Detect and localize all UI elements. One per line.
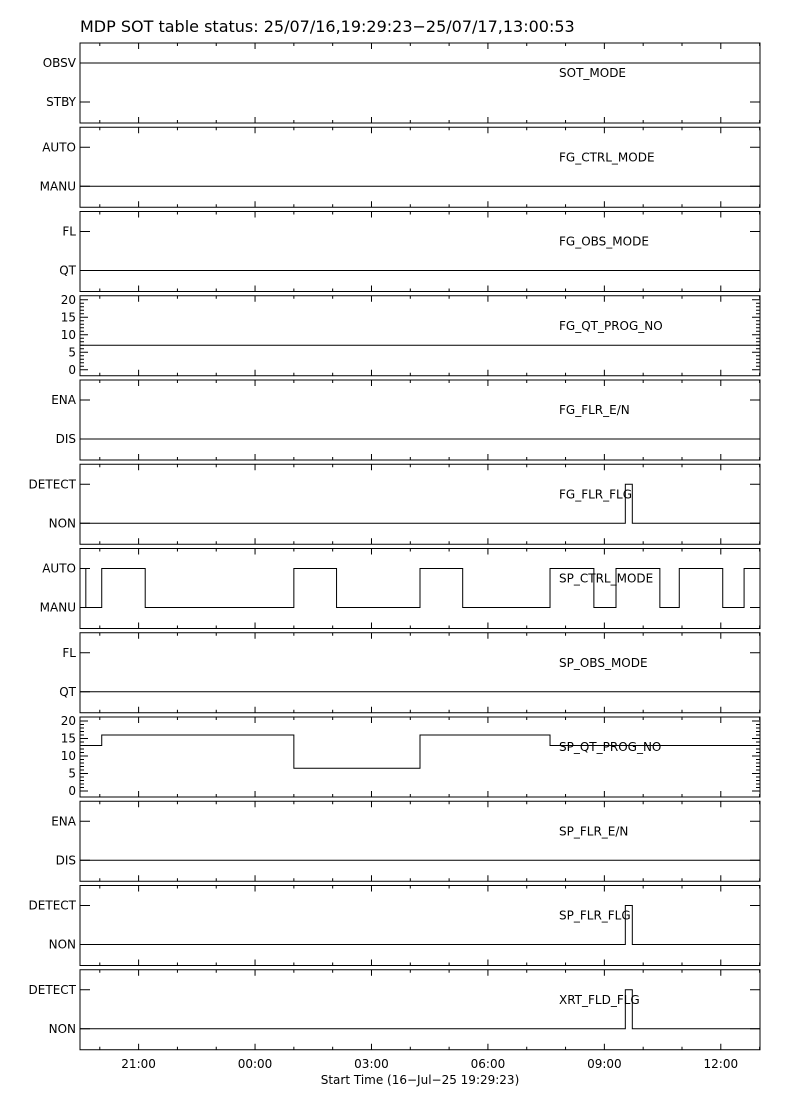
x-tick-label: 09:00 (587, 1057, 622, 1071)
y-label-low: MANU (39, 600, 76, 615)
panel-group (29, 43, 760, 1050)
y-label-high: AUTO (42, 140, 76, 155)
y-tick-label: 20 (60, 714, 76, 728)
y-label-high: ENA (51, 814, 76, 829)
panel-frame (80, 886, 760, 966)
panel-fg-flr-flg (29, 464, 760, 544)
x-tick-label: 00:00 (237, 1057, 273, 1071)
panel-x-ticks (100, 464, 760, 544)
panel-frame (80, 801, 760, 881)
panel-x-ticks (100, 717, 760, 797)
panel-sp-flr-e-n (51, 801, 760, 881)
panel-label-fg-obs-mode: FG_OBS_MODE (559, 234, 649, 249)
x-tick-label: 03:00 (354, 1057, 389, 1071)
panel-sp-qt-prog-no (61, 714, 760, 798)
panel-label-xrt-fld-flg: XRT_FLD_FLG (559, 992, 640, 1007)
panel-frame (80, 464, 760, 544)
x-tick-label: 21:00 (121, 1057, 156, 1071)
panel-label-sot-mode: SOT_MODE (559, 66, 627, 80)
y-label-high: OBSV (42, 56, 76, 70)
y-tick-label: 10 (60, 327, 76, 342)
y-label-high: FL (62, 224, 76, 239)
y-label-low: DIS (55, 432, 76, 446)
panel-sp-obs-mode (59, 633, 760, 713)
y-tick-label: 10 (60, 749, 76, 763)
panel-frame (80, 633, 760, 713)
series-line-xrt-fld-flg (80, 990, 760, 1029)
y-label-high: FL (62, 645, 76, 660)
panel-label-fg-ctrl-mode: FG_CTRL_MODE (559, 150, 655, 165)
panel-x-ticks (100, 127, 760, 207)
y-label-low: DIS (55, 853, 76, 868)
y-label-low: QT (59, 684, 76, 699)
panel-x-ticks (100, 801, 760, 881)
y-tick-label: 0 (68, 784, 76, 798)
series-line-sp-ctrl-mode (80, 569, 760, 608)
series-line-sp-flr-flg (80, 906, 760, 945)
panel-x-ticks (100, 886, 760, 966)
panel-x-ticks (100, 633, 760, 713)
panel-x-ticks (100, 549, 760, 629)
y-label-high: DETECT (28, 982, 76, 997)
y-tick-label: 5 (68, 766, 76, 781)
x-tick-label: 06:00 (470, 1057, 506, 1071)
y-label-high: DETECT (28, 477, 76, 492)
series-line-fg-flr-flg (80, 484, 760, 523)
panel-label-fg-flr-e-n: FG_FLR_E/N (559, 403, 630, 417)
panel-label-sp-qt-prog-no: SP_QT_PROG_NO (559, 740, 662, 754)
panel-fg-obs-mode (59, 212, 760, 292)
panel-label-fg-flr-flg: FG_FLR_FLG (559, 487, 633, 502)
y-label-low: STBY (46, 95, 76, 109)
time-axis (121, 1057, 738, 1071)
panel-x-ticks (100, 380, 760, 460)
panel-x-ticks (100, 43, 760, 123)
y-label-high: DETECT (28, 898, 76, 913)
panel-label-sp-flr-e-n: SP_FLR_E/N (559, 824, 629, 839)
chart-title: MDP SOT table status: 25/07/16,19:29:23−25/07/17,13:00:53 (80, 17, 575, 36)
panel-frame (80, 212, 760, 292)
y-tick-label: 15 (60, 310, 76, 325)
y-label-high: ENA (51, 393, 76, 407)
panel-x-ticks (100, 970, 760, 1050)
panel-fg-flr-e-n (51, 380, 760, 460)
y-label-low: NON (48, 516, 76, 531)
panel-sp-flr-flg (29, 886, 760, 966)
y-label-low: MANU (39, 179, 76, 194)
panel-fg-ctrl-mode (40, 127, 760, 207)
y-label-high: AUTO (42, 561, 76, 576)
panel-sot-mode (43, 43, 760, 123)
y-label-low: NON (48, 1021, 76, 1036)
y-tick-label: 15 (60, 731, 76, 746)
panel-label-sp-ctrl-mode: SP_CTRL_MODE (559, 571, 654, 586)
panel-frame (80, 970, 760, 1050)
panel-label-fg-qt-prog-no: FG_QT_PROG_NO (559, 318, 663, 333)
panel-x-ticks (100, 296, 760, 376)
x-axis-title: Start Time (16−Jul−25 19:29:23) (320, 1073, 520, 1087)
y-tick-label: 0 (68, 362, 76, 377)
panel-frame (80, 127, 760, 207)
panel-xrt-fld-flg (29, 970, 760, 1050)
y-tick-label: 5 (68, 345, 76, 360)
panel-label-sp-flr-flg: SP_FLR_FLG (559, 908, 631, 923)
panel-fg-qt-prog-no (61, 293, 760, 377)
y-label-low: QT (59, 263, 76, 278)
x-tick-label: 12:00 (703, 1057, 739, 1071)
panel-sp-ctrl-mode (40, 549, 760, 629)
y-tick-label: 20 (60, 292, 76, 307)
y-label-low: NON (48, 937, 76, 952)
panel-x-ticks (100, 212, 760, 292)
panel-frame (80, 380, 760, 460)
panel-frame (80, 296, 760, 376)
panel-label-sp-obs-mode: SP_OBS_MODE (559, 655, 648, 670)
panel-frame (80, 43, 760, 123)
